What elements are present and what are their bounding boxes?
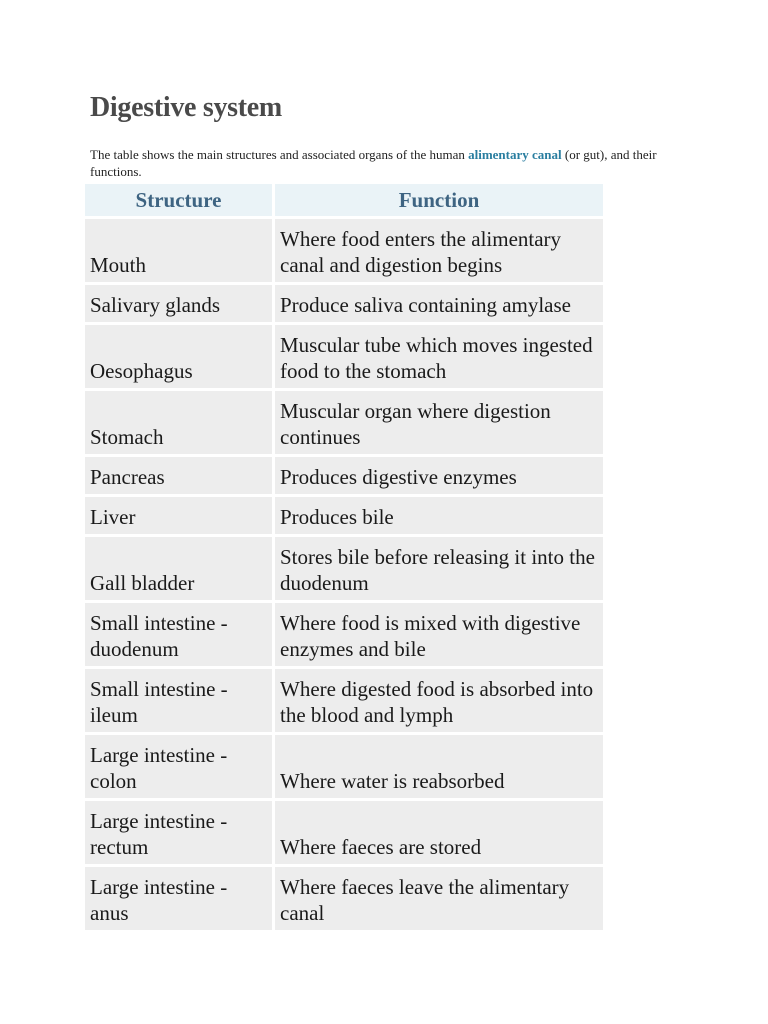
function-cell: Where digested food is absorbed into the blood and lymph [275,669,603,732]
structure-cell: Liver [85,497,272,534]
header-structure: Structure [85,184,272,216]
function-cell: Where faeces are stored [275,801,603,864]
intro-paragraph [90,146,680,180]
table-row [85,669,603,732]
structure-cell: Small intestine - ileum [85,669,272,732]
function-cell: Where food is mixed with digestive enzymes and bile [275,603,603,666]
intro-text-after: (or gut), and their functions. [90,147,657,179]
table-row [85,219,603,282]
table-row [85,391,603,454]
structure-cell: Oesophagus [85,325,272,388]
function-cell: Where food enters the alimentary canal and digestion begins [275,219,603,282]
table-row [85,497,603,534]
function-cell: Where water is reabsorbed [275,735,603,798]
function-cell: Muscular organ where digestion continues [275,391,603,454]
alimentary-canal-link[interactable]: alimentary canal [468,147,562,162]
structure-cell: Large intestine - anus [85,867,272,930]
table-row [85,537,603,600]
table-row [85,867,603,930]
structure-cell: Stomach [85,391,272,454]
table-row [85,285,603,322]
table-row [85,801,603,864]
intro-text-before: The table shows the main structures and associated organs of the human [90,147,469,162]
structure-cell: Pancreas [85,457,272,494]
function-cell: Produces digestive enzymes [275,457,603,494]
table-row [85,603,603,666]
table-row [85,325,603,388]
function-cell: Produces bile [275,497,603,534]
structure-cell: Gall bladder [85,537,272,600]
structure-cell: Large intestine - rectum [85,801,272,864]
function-cell: Produce saliva containing amylase [275,285,603,322]
structure-cell: Large intestine - colon [85,735,272,798]
digestive-structures-table [82,181,606,933]
structure-cell: Salivary glands [85,285,272,322]
structure-cell: Mouth [85,219,272,282]
function-cell: Muscular tube which moves ingested food to the stomach [275,325,603,388]
table-header-row [85,184,603,216]
structure-cell: Small intestine - duodenum [85,603,272,666]
page-title: Digestive system [90,92,282,123]
header-function: Function [275,184,603,216]
function-cell: Stores bile before releasing it into the duodenum [275,537,603,600]
function-cell: Where faeces leave the alimentary canal [275,867,603,930]
table-row [85,735,603,798]
table-row [85,457,603,494]
